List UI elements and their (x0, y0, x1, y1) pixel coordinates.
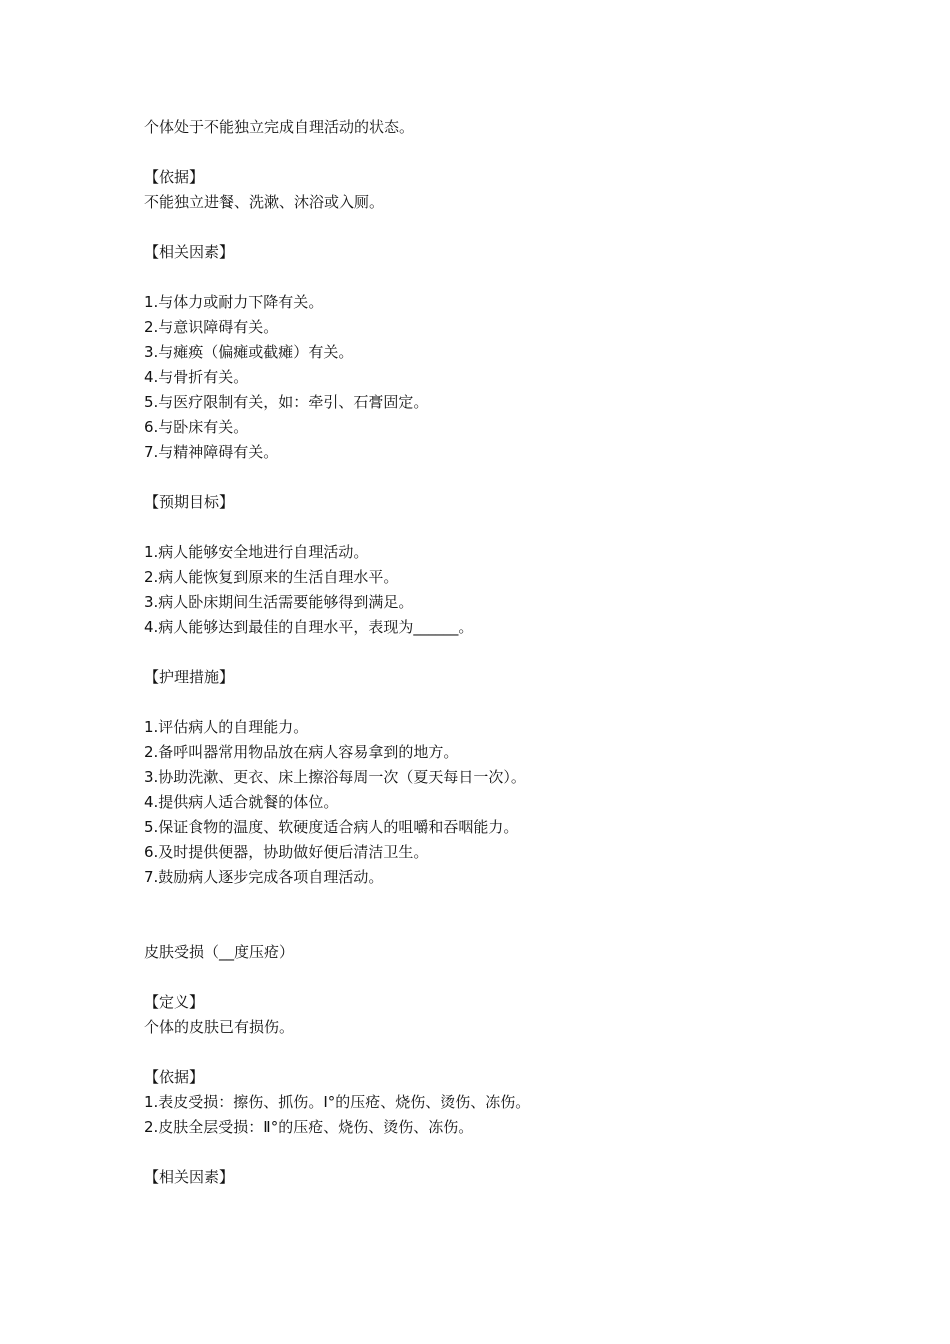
section-title: 皮肤受损（__度压疮） (144, 943, 295, 961)
list-item: 7.与精神障碍有关。 (144, 443, 279, 461)
goals-heading: 【预期目标】 (144, 493, 235, 511)
measures-heading: 【护理措施】 (144, 668, 235, 686)
list-item: 4.与骨折有关。 (144, 368, 249, 386)
list-item: 7.鼓励病人逐步完成各项自理活动。 (144, 868, 384, 886)
list-item: 1.评估病人的自理能力。 (144, 718, 309, 736)
list-item: 3.病人卧床期间生活需要能够得到满足。 (144, 593, 414, 611)
definition-text: 个体处于不能独立完成自理活动的状态。 (144, 118, 415, 136)
basis-heading: 【依据】 (144, 1068, 205, 1086)
list-item: 5.保证食物的温度、软硬度适合病人的咀嚼和吞咽能力。 (144, 818, 519, 836)
list-item: 1.与体力或耐力下降有关。 (144, 293, 324, 311)
list-item: 3.协助洗漱、更衣、床上擦浴每周一次（夏天每日一次）。 (144, 768, 526, 786)
factors-heading: 【相关因素】 (144, 243, 235, 261)
list-item: 5.与医疗限制有关，如：牵引、石膏固定。 (144, 393, 429, 411)
definition-text: 个体的皮肤已有损伤。 (144, 1018, 295, 1036)
definition-heading: 【定义】 (144, 993, 205, 1011)
document-page (144, 115, 824, 1190)
basis-heading: 【依据】 (144, 168, 205, 186)
list-item: 2.与意识障碍有关。 (144, 318, 279, 336)
list-item: 2.备呼叫器常用物品放在病人容易拿到的地方。 (144, 743, 459, 761)
list-item: 4.提供病人适合就餐的体位。 (144, 793, 339, 811)
list-item: 4.病人能够达到最佳的自理水平，表现为______。 (144, 618, 474, 636)
list-item: 6.及时提供便器，协助做好便后清洁卫生。 (144, 843, 429, 861)
list-item: 2.皮肤全层受损：Ⅱ°的压疮、烧伤、烫伤、冻伤。 (144, 1118, 474, 1136)
list-item: 1.病人能够安全地进行自理活动。 (144, 543, 369, 561)
list-item: 2.病人能恢复到原来的生活自理水平。 (144, 568, 399, 586)
factors-heading: 【相关因素】 (144, 1168, 235, 1186)
list-item: 1.表皮受损：擦伤、抓伤。Ⅰ°的压疮、烧伤、烫伤、冻伤。 (144, 1093, 531, 1111)
list-item: 3.与瘫痪（偏瘫或截瘫）有关。 (144, 343, 354, 361)
basis-text: 不能独立进餐、洗漱、沐浴或入厕。 (144, 193, 385, 211)
list-item: 6.与卧床有关。 (144, 418, 249, 436)
